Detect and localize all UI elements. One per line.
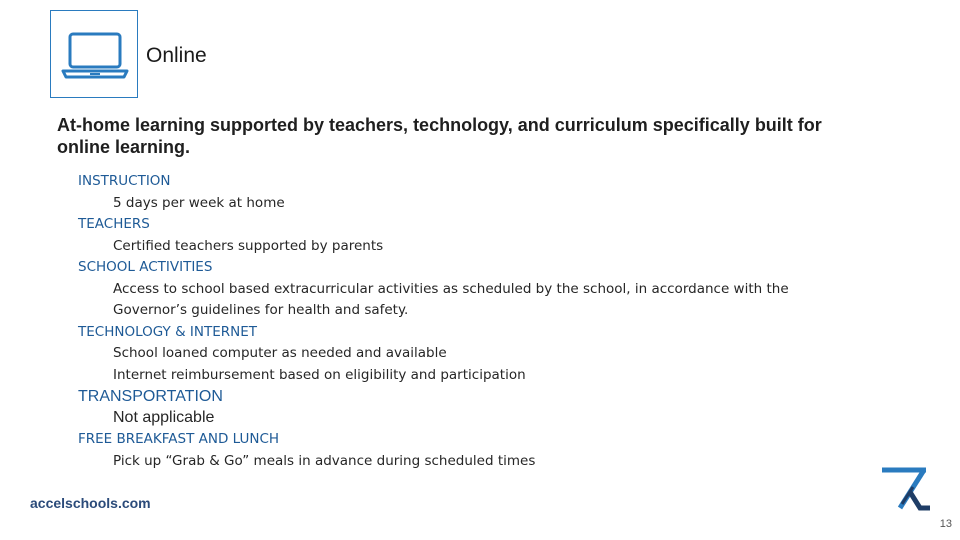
section-line: Internet reimbursement based on eligibility and participation xyxy=(113,366,526,383)
section-title: SCHOOL ACTIVITIES xyxy=(78,259,213,275)
section-technology xyxy=(78,322,878,387)
section-line: Certified teachers supported by parents xyxy=(113,237,384,254)
section-breakfast-lunch xyxy=(78,429,878,472)
section-title: FREE BREAKFAST AND LUNCH xyxy=(78,431,280,447)
sections-list xyxy=(78,171,878,472)
section-school-activities xyxy=(78,257,878,322)
section-line: Not applicable xyxy=(113,409,215,426)
section-transportation xyxy=(78,386,878,429)
section-teachers xyxy=(78,214,878,257)
section-title: TECHNOLOGY & INTERNET xyxy=(78,323,258,340)
page-number: 13 xyxy=(939,518,952,530)
footer-website: accelschools.com xyxy=(30,495,151,511)
section-instruction xyxy=(78,171,878,214)
section-line: Governor’s guidelines for health and safety. xyxy=(113,302,409,318)
laptop-icon-frame xyxy=(50,10,138,98)
section-line: School loaned computer as needed and available xyxy=(113,345,447,361)
page-title: Online xyxy=(146,44,207,67)
section-title: INSTRUCTION xyxy=(78,173,171,189)
section-line: 5 days per week at home xyxy=(113,194,285,211)
section-title: TRANSPORTATION xyxy=(78,388,223,405)
intro-text: At-home learning supported by teachers, technology, and curriculum specifically built for online learning. xyxy=(57,115,822,157)
section-line: Access to school based extracurricular activities as scheduled by the school, in accordance with the xyxy=(113,280,789,297)
section-line: Pick up “Grab & Go” meals in advance during scheduled times xyxy=(113,452,536,469)
accel-logo-icon xyxy=(880,466,932,512)
section-title: TEACHERS xyxy=(78,216,150,232)
laptop-icon xyxy=(60,31,130,79)
